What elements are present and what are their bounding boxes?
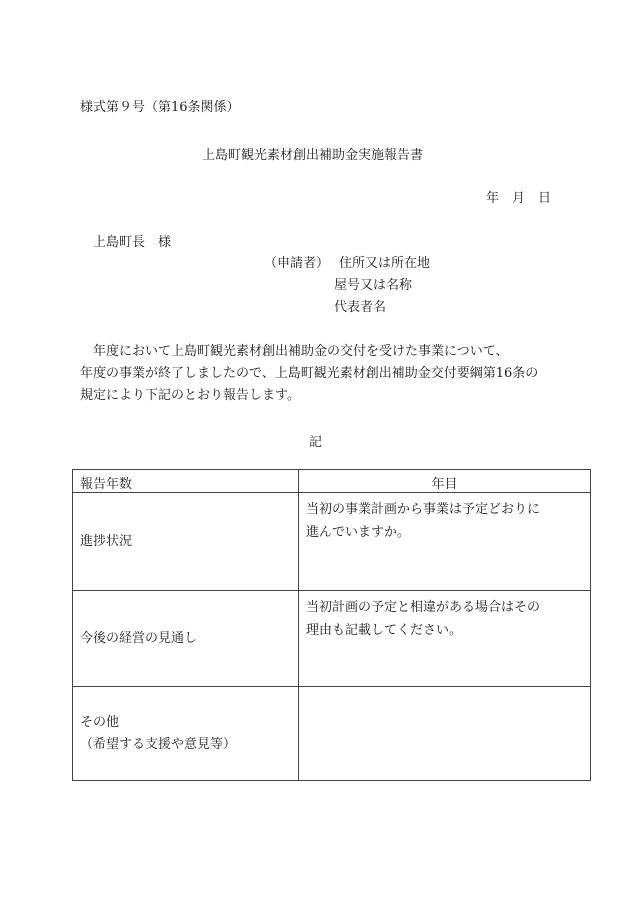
body-line: 規定により下記のとおり報告します。 — [80, 388, 300, 403]
report-body — [80, 341, 560, 407]
report-years-value[interactable] — [299, 470, 591, 493]
table-row — [73, 591, 591, 687]
outlook-label — [73, 591, 299, 687]
applicant-trade-name-label: 屋号又は名称 — [334, 278, 413, 293]
date-line: 年 月 日 — [486, 191, 552, 206]
body-line: 年度において上島町観光素材創出補助金の交付を受けた事業について、 — [93, 344, 509, 359]
note-line: 理由も記載してください。 — [306, 623, 463, 638]
addressee: 上島町長 様 — [93, 235, 172, 250]
table-header-row — [73, 470, 591, 493]
progress-label — [73, 493, 299, 591]
other-label — [73, 687, 299, 781]
applicant-address-label: 住所又は所在地 — [339, 256, 431, 271]
table-row — [73, 687, 591, 781]
row-label-line: その他 — [80, 714, 120, 730]
document-title: 上島町観光素材創出補助金実施報告書 — [202, 148, 424, 163]
body-line: 年度の事業が終了しましたので、上島町観光素材創出補助金交付要綱第16条の — [80, 366, 539, 381]
row-label-line: 進捗状況 — [80, 533, 133, 549]
note-line: 当初の事業計画から事業は予定どおりに — [306, 502, 541, 517]
applicant-representative-label: 代表者名 — [334, 300, 387, 315]
row-label-line: （希望する支援や意見等） — [80, 736, 237, 752]
note-line: 進んでいますか。 — [306, 525, 411, 540]
other-entry[interactable] — [299, 687, 591, 781]
progress-entry[interactable] — [299, 493, 591, 591]
table-row — [73, 493, 591, 591]
note-line: 当初計画の予定と相違がある場合はその — [306, 600, 541, 615]
ki-heading: 記 — [309, 435, 323, 450]
outlook-entry[interactable] — [299, 591, 591, 687]
report-years-label: 報告年数 — [73, 470, 299, 493]
report-table — [72, 469, 591, 781]
applicant-label: （申請者） — [264, 256, 330, 271]
form-number: 様式第９号（第16条関係） — [80, 100, 240, 115]
years-unit: 年目 — [431, 477, 458, 492]
row-label-line: 今後の経営の見通し — [80, 630, 198, 646]
